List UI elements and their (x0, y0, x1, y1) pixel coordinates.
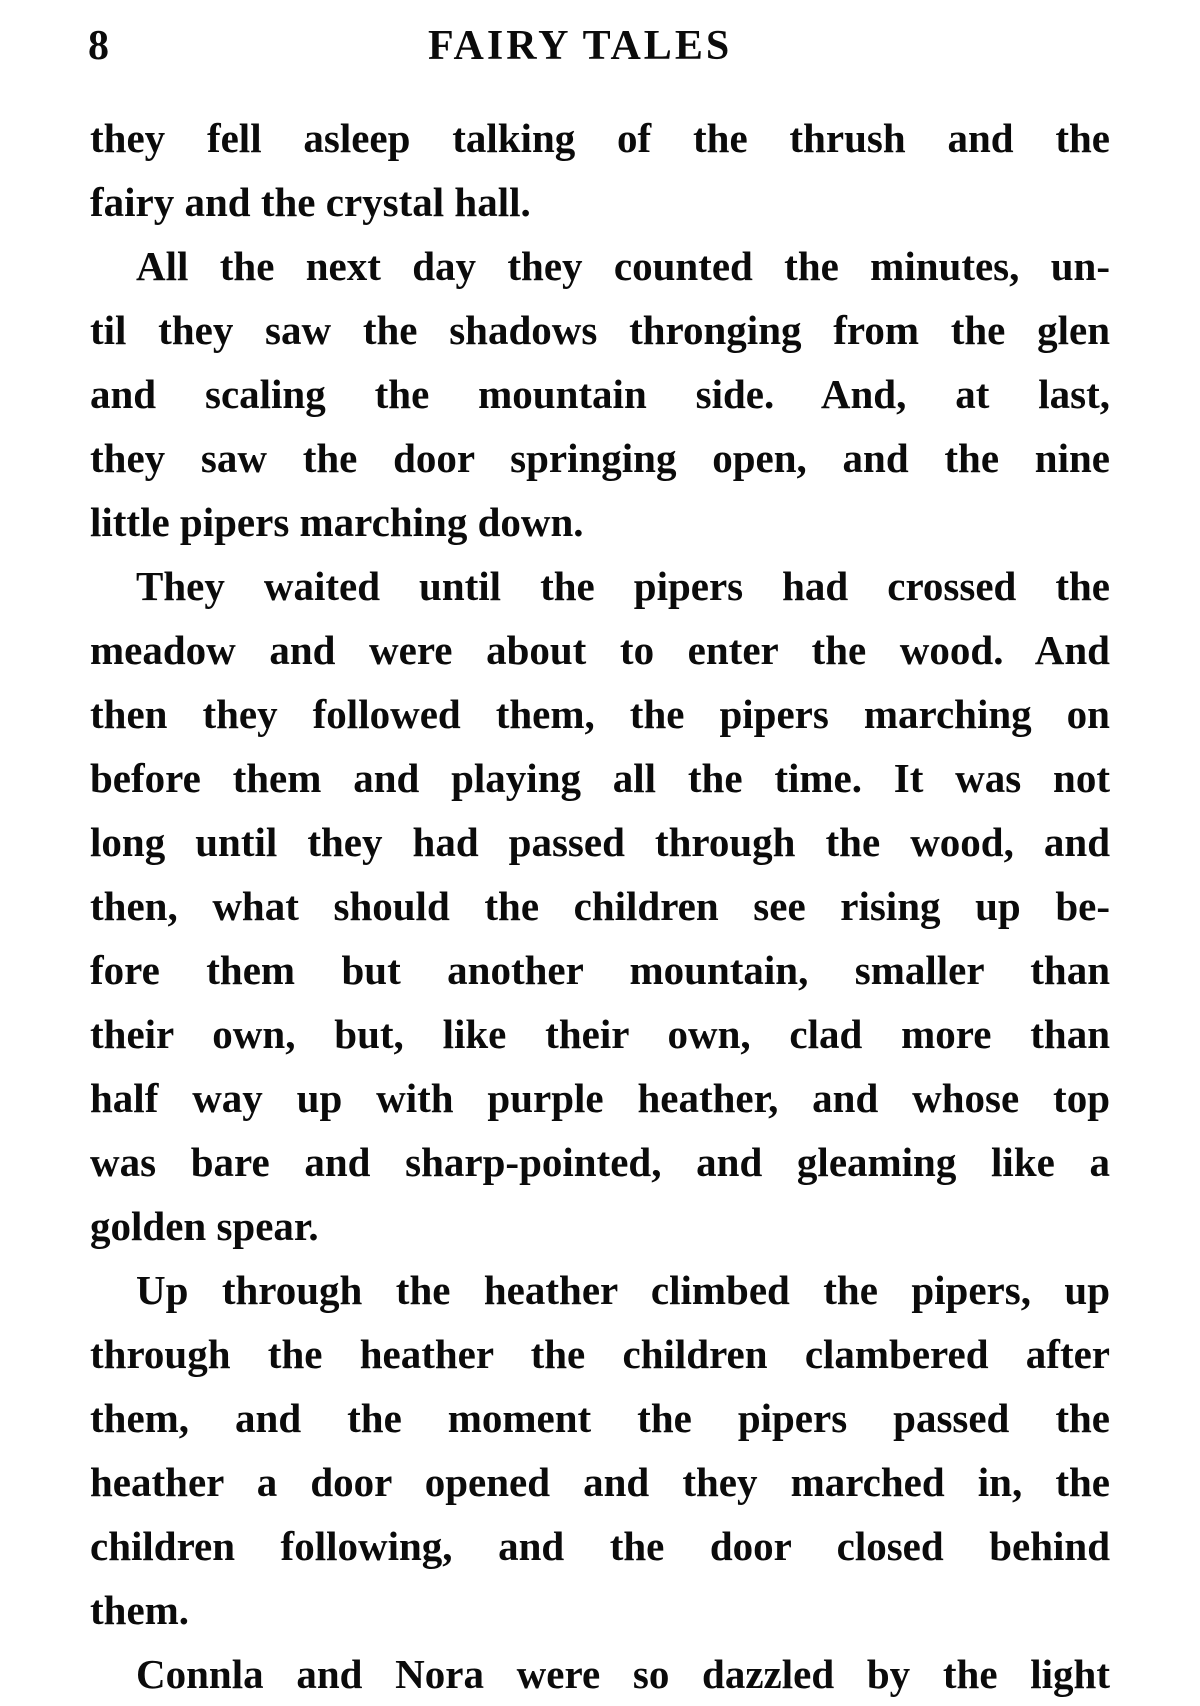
text-line: before them and playing all the time. It was not (90, 755, 1110, 801)
text-line: heather a door opened and they marched in, the (90, 1459, 1110, 1505)
text-line: half way up with purple heather, and whose top (90, 1075, 1110, 1121)
text-line: and scaling the mountain side. And, at last, (90, 371, 1110, 417)
text-line: their own, but, like their own, clad more than (90, 1011, 1110, 1057)
text-line: fairy and the crystal hall. (90, 179, 531, 225)
body-text (90, 106, 1110, 1706)
paragraph (90, 1642, 1110, 1706)
text-line: children following, and the door closed behind (90, 1523, 1110, 1569)
text-line: long until they had passed through the wood, and (90, 819, 1110, 865)
text-line: them, and the moment the pipers passed the (90, 1395, 1110, 1441)
page-header (88, 22, 1108, 82)
text-line: through the heather the children clambered after (90, 1331, 1110, 1377)
page-number: 8 (88, 23, 110, 69)
text-line: golden spear. (90, 1203, 319, 1249)
paragraph (90, 554, 1110, 1258)
text-line: they saw the door springing open, and the nine (90, 435, 1110, 481)
text-line: All the next day they counted the minutes, un- (136, 243, 1110, 289)
text-line: they fell asleep talking of the thrush and the (90, 115, 1110, 161)
text-line: Connla and Nora were so dazzled by the light (136, 1651, 1110, 1697)
running-title: FAIRY TALES (428, 23, 733, 69)
text-line: then, what should the children see rising up be- (90, 883, 1110, 929)
text-line: little pipers marching down. (90, 499, 584, 545)
text-line: They waited until the pipers had crossed the (136, 563, 1110, 609)
text-line: was bare and sharp-pointed, and gleaming like a (90, 1139, 1110, 1185)
paragraph (90, 106, 1110, 234)
paragraph (90, 1258, 1110, 1642)
paragraph (90, 234, 1110, 554)
text-line: til they saw the shadows thronging from the glen (90, 307, 1110, 353)
text-line: them. (90, 1587, 190, 1633)
text-line: meadow and were about to enter the wood. And (90, 627, 1110, 673)
text-line: Up through the heather climbed the pipers, up (136, 1267, 1110, 1313)
text-line: then they followed them, the pipers marching on (90, 691, 1110, 737)
text-line: fore them but another mountain, smaller than (90, 947, 1110, 993)
